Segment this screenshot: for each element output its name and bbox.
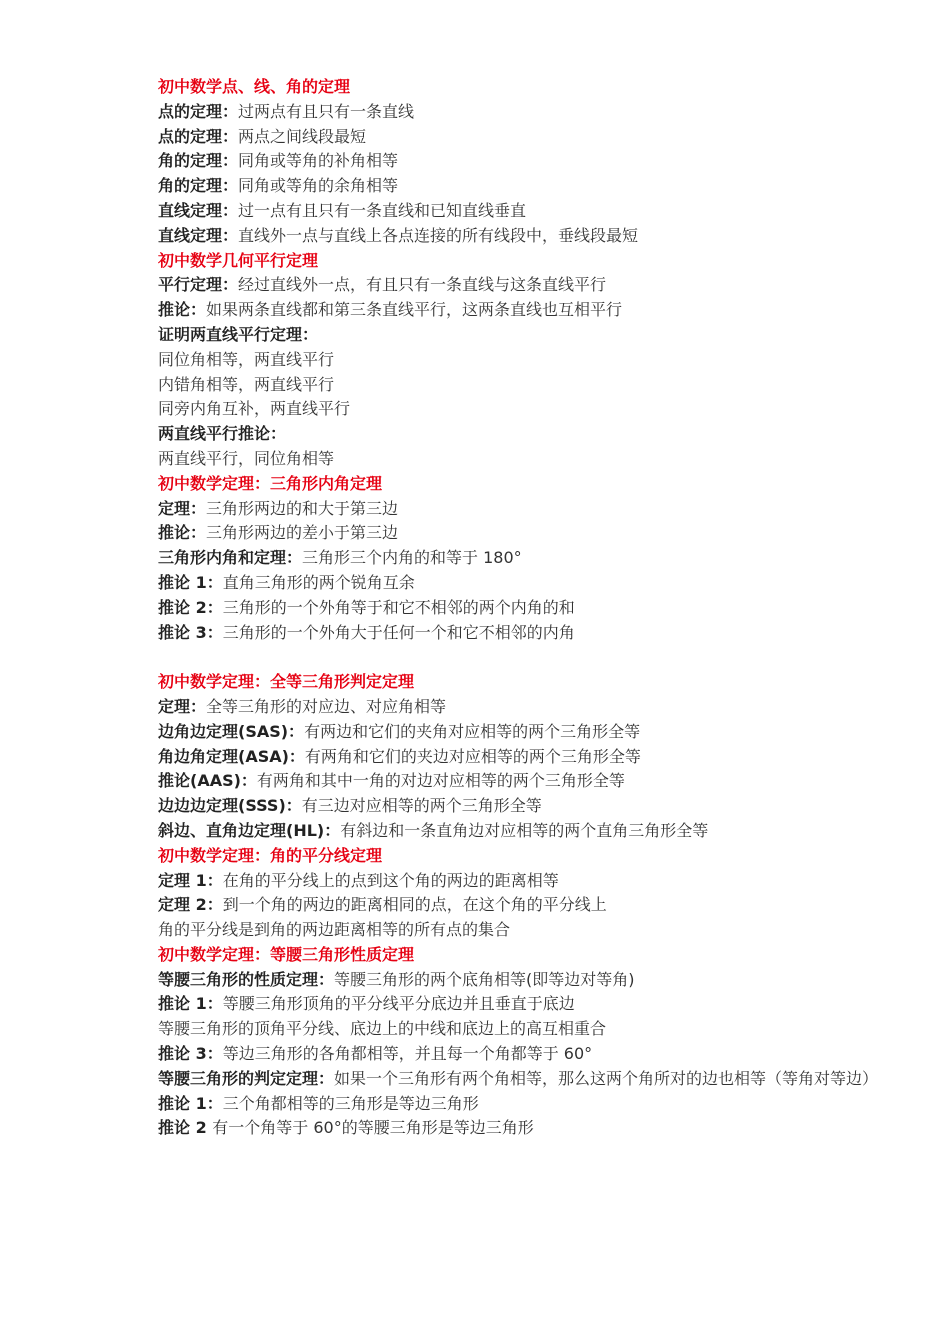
theorem-line [158,621,898,646]
section-heading: 初中数学点、线、角的定理 [158,77,351,96]
theorem-line [158,968,898,993]
theorem-line [158,918,898,943]
theorem-text: 三角形的一个外角等于和它不相邻的两个内角的和 [222,597,575,617]
theorem-label: 点的定理： [158,101,239,121]
theorem-text: 两直线平行，同位角相等 [158,448,335,468]
theorem-text: 等腰三角形的顶角平分线、底边上的中线和底边上的高互相重合 [158,1019,607,1039]
theorem-line [158,893,898,918]
document-body [158,75,898,1141]
theorem-label: 推论： [158,300,207,320]
theorem-line [158,447,898,472]
theorem-text: 直角三角形的两个锐角互余 [222,572,415,592]
theorem-label: 直线定理： [158,225,239,245]
theorem-label: 推论 2： [158,597,223,617]
theorem-text: 直线外一点与直线上各点连接的所有线段中，垂线段最短 [238,225,639,245]
theorem-text: 经过直线外一点，有且只有一条直线与这条直线平行 [238,275,607,295]
section-heading: 初中数学定理：角的平分线定理 [158,845,383,865]
theorem-label: 点的定理： [158,126,239,146]
theorem-text: 有两角和其中一角的对边对应相等的两个三角形全等 [256,771,625,791]
blank-line [158,645,898,670]
theorem-label: 边角边定理(SAS)： [158,721,305,741]
theorem-label: 角的定理： [158,176,239,196]
theorem-text: 三个角都相等的三角形是等边三角形 [222,1093,479,1113]
theorem-label: 直线定理： [158,200,239,220]
theorem-line [158,1092,898,1117]
theorem-line [158,174,898,199]
theorem-line [158,224,898,249]
theorem-line [158,125,898,150]
theorem-text: 同角或等角的补角相等 [238,151,399,171]
theorem-text: 过两点有且只有一条直线 [238,101,415,121]
theorem-label: 等腰三角形的性质定理： [158,969,335,989]
theorem-line [158,869,898,894]
theorem-label: 等腰三角形的判定定理： [158,1068,335,1088]
theorem-text: 等腰三角形的两个底角相等(即等边对等角) [334,969,635,989]
theorem-label: 两直线平行推论： [158,424,287,444]
theorem-text: 三角形的一个外角大于任何一个和它不相邻的内角 [222,622,575,642]
theorem-line [158,323,898,348]
theorem-label: 推论 3： [158,622,223,642]
theorem-line [158,1067,898,1092]
theorem-text: 角的平分线是到角的两边距离相等的所有点的集合 [158,920,511,940]
theorem-text: 到一个角的两边的距离相同的点，在这个角的平分线上 [222,895,607,915]
theorem-line [158,1042,898,1067]
theorem-label: 定理： [158,498,207,518]
theorem-label: 推论 3： [158,1044,223,1064]
theorem-line [158,596,898,621]
theorem-line [158,149,898,174]
theorem-text: 有两边和它们的夹角对应相等的两个三角形全等 [304,721,641,741]
theorem-text: 有两角和它们的夹边对应相等的两个三角形全等 [304,746,641,766]
theorem-label: 推论： [158,523,207,543]
theorem-text: 有斜边和一条直角边对应相等的两个直角三角形全等 [340,820,709,840]
section-heading: 初中数学定理：等腰三角形性质定理 [158,944,415,964]
theorem-line [158,720,898,745]
theorem-line [158,422,898,447]
theorem-label: 定理： [158,696,207,716]
theorem-label: 推论 1： [158,994,223,1014]
theorem-line [158,100,898,125]
section-heading: 初中数学定理：三角形内角定理 [158,473,383,493]
theorem-line [158,695,898,720]
theorem-text: 同旁内角互补，两直线平行 [158,399,351,419]
theorem-label: 定理 1： [158,870,223,890]
section-heading: 初中数学几何平行定理 [158,250,319,270]
theorem-line [158,273,898,298]
theorem-label: 角边角定理(ASA)： [158,746,305,766]
theorem-line [158,745,898,770]
theorem-text: 如果两条直线都和第三条直线平行，这两条直线也互相平行 [206,300,623,320]
theorem-text: 有一个角等于 60°的等腰三角形是等边三角形 [212,1118,534,1138]
theorem-text: 内错角相等，两直线平行 [158,374,335,394]
theorem-label: 边边边定理(SSS)： [158,796,302,816]
theorem-label: 角的定理： [158,151,239,171]
theorem-text: 同角或等角的余角相等 [238,176,399,196]
theorem-text: 如果一个三角形有两个角相等，那么这两个角所对的边也相等（等角对等边） [334,1068,879,1088]
theorem-text: 三角形两边的和大于第三边 [206,498,399,518]
theorem-text: 全等三角形的对应边、对应角相等 [206,696,447,716]
theorem-label: 斜边、直角边定理(HL)： [158,820,341,840]
theorem-label: 三角形内角和定理： [158,548,303,568]
theorem-label: 推论(AAS)： [158,771,257,791]
theorem-text: 三角形三个内角的和等于 180° [302,548,522,568]
theorem-label: 推论 1： [158,572,223,592]
theorem-line [158,199,898,224]
theorem-text: 有三边对应相等的两个三角形全等 [301,796,542,816]
theorem-line [158,794,898,819]
theorem-line [158,497,898,522]
theorem-line [158,571,898,596]
theorem-line [158,992,898,1017]
theorem-label: 推论 1： [158,1093,223,1113]
theorem-line [158,397,898,422]
section-heading: 初中数学定理：全等三角形判定定理 [158,672,415,692]
theorem-label: 推论 2 [158,1118,213,1138]
theorem-line [158,521,898,546]
theorem-line [158,348,898,373]
theorem-text: 同位角相等，两直线平行 [158,349,335,369]
theorem-text: 三角形两边的差小于第三边 [206,523,399,543]
theorem-label: 证明两直线平行定理： [158,324,319,344]
theorem-line [158,546,898,571]
theorem-text: 两点之间线段最短 [238,126,367,146]
theorem-label: 平行定理： [158,275,239,295]
theorem-line [158,819,898,844]
theorem-text: 等腰三角形顶角的平分线平分底边并且垂直于底边 [222,994,575,1014]
theorem-line [158,1116,898,1141]
theorem-text: 在角的平分线上的点到这个角的两边的距离相等 [222,870,559,890]
theorem-line [158,1017,898,1042]
theorem-line [158,373,898,398]
theorem-text: 过一点有且只有一条直线和已知直线垂直 [238,200,527,220]
theorem-line [158,769,898,794]
theorem-line [158,298,898,323]
theorem-text: 等边三角形的各角都相等，并且每一个角都等于 60° [222,1044,593,1064]
theorem-label: 定理 2： [158,895,223,915]
